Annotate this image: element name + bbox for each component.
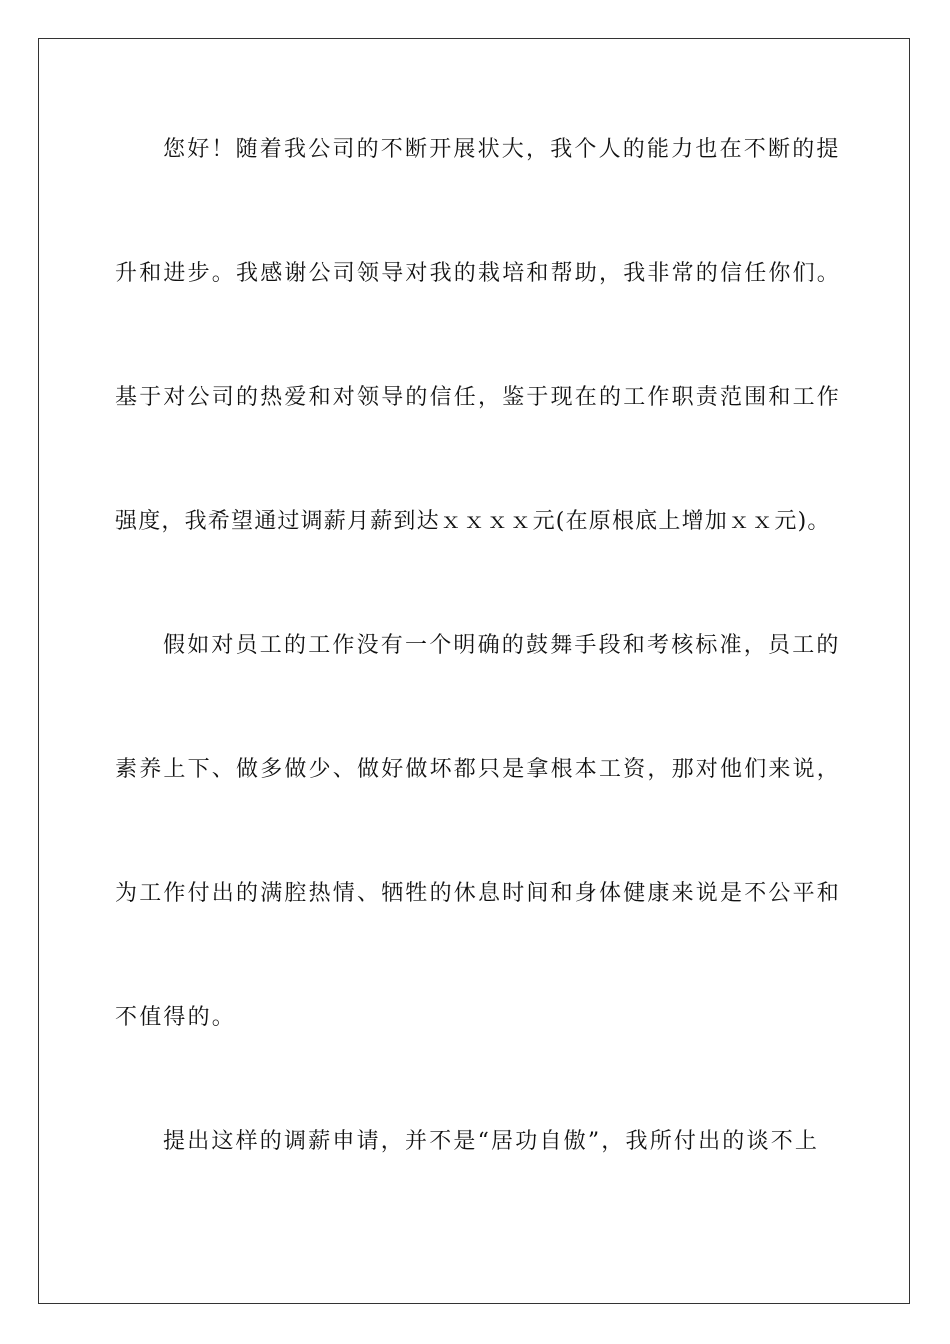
- paragraph-1-line-3: 基于对公司的热爱和对领导的信任，鉴于现在的工作职责范围和工作: [115, 385, 842, 410]
- paragraph-3-line-1: 提出这样的调薪申请，并不是“居功自傲”，我所付出的谈不上: [163, 1129, 820, 1154]
- paragraph-1-line-1: 您好！随着我公司的不断开展状大，我个人的能力也在不断的提: [163, 137, 841, 162]
- paragraph-2-line-3: 为工作付出的满腔热情、牺牲的休息时间和身体健康来说是不公平和: [115, 881, 842, 906]
- paragraph-2-line-2: 素养上下、做多做少、做好做坏都只是拿根本工资，那对他们来说，: [115, 757, 842, 782]
- paragraph-1-line-2: 升和进步。我感谢公司领导对我的栽培和帮助，我非常的信任你们。: [115, 261, 842, 286]
- paragraph-2-line-4: 不值得的。: [115, 1005, 237, 1030]
- page-border: [38, 38, 910, 1304]
- paragraph-2-line-1: 假如对员工的工作没有一个明确的鼓舞手段和考核标准，员工的: [163, 633, 841, 658]
- paragraph-1-line-4: 强度，我希望通过调薪月薪到达ｘｘｘｘ元(在原根底上增加ｘｘ元)。: [115, 509, 831, 534]
